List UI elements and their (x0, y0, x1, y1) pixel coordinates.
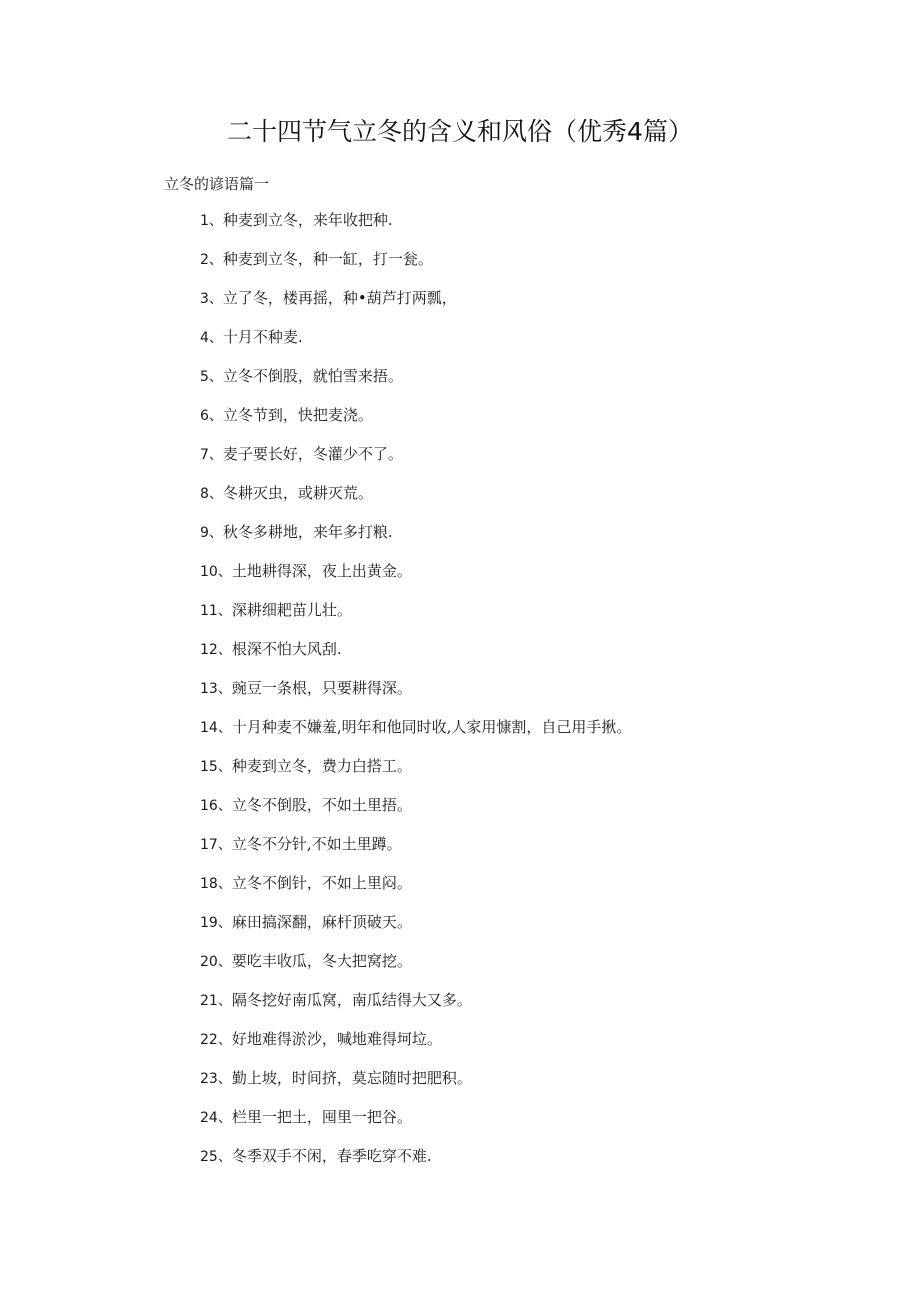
proverb-text: 立冬不倒股，就怕雪来捂。 (222, 367, 403, 385)
proverb-number: 23、 (200, 1071, 232, 1087)
list-item (200, 637, 631, 676)
proverb-text: 秋冬多耕地，来年多打粮. (222, 523, 393, 541)
proverb-text: 豌豆一条根，只要耕得深。 (231, 679, 412, 697)
proverb-text: 土地耕得深，夜上出黄金。 (231, 562, 412, 580)
list-item (200, 754, 631, 793)
proverb-number: 19、 (200, 915, 232, 931)
list-item (200, 715, 631, 754)
proverb-number: 13、 (200, 681, 232, 697)
proverb-text: 隔冬挖好南瓜窝，南瓜结得大又多。 (231, 991, 472, 1009)
proverb-text: 勤上坡，时间挤，莫忘随时把肥积。 (231, 1069, 472, 1087)
proverb-text: 立冬不分针,不如土里蹲。 (231, 835, 402, 853)
proverb-number: 4、 (200, 330, 223, 346)
proverb-number: 3、 (200, 291, 223, 307)
page-title: 二十四节气立冬的含义和风俗（优秀4篇） (227, 117, 693, 146)
proverb-text: 立了冬，楼再摇，种•葫芦打两瓢， (222, 289, 457, 307)
list-item (200, 676, 631, 715)
list-item (200, 364, 631, 403)
section-heading: 立冬的谚语篇一 (164, 175, 270, 193)
proverb-number: 21、 (200, 993, 232, 1009)
proverb-text: 麻田搞深翻，麻杆顶破天。 (231, 913, 412, 931)
list-item (200, 832, 631, 871)
proverb-text: 冬季双手不闲，春季吃穿不难. (231, 1147, 432, 1165)
proverb-number: 17、 (200, 837, 232, 853)
proverb-text: 十月不种麦. (222, 328, 303, 346)
list-item (200, 325, 631, 364)
list-item (200, 793, 631, 832)
proverb-number: 20、 (200, 954, 232, 970)
list-item (200, 559, 631, 598)
proverb-number: 16、 (200, 798, 232, 814)
list-item (200, 208, 631, 247)
proverb-text: 立冬节到，快把麦浇。 (222, 406, 373, 424)
proverb-list (200, 208, 631, 1183)
list-item (200, 247, 631, 286)
proverb-text: 根深不怕大风刮. (231, 640, 342, 658)
proverb-text: 栏里一把土，囤里一把谷。 (231, 1108, 412, 1126)
proverb-number: 9、 (200, 525, 223, 541)
proverb-text: 好地难得淤沙，喊地难得坷垃。 (231, 1030, 442, 1048)
proverb-number: 8、 (200, 486, 223, 502)
list-item (200, 1027, 631, 1066)
proverb-text: 种麦到立冬，费力白搭工。 (231, 757, 412, 775)
proverb-number: 7、 (200, 447, 223, 463)
proverb-number: 5、 (200, 369, 223, 385)
proverb-text: 立冬不倒针，不如上里闷。 (231, 874, 412, 892)
proverb-number: 25、 (200, 1149, 232, 1165)
proverb-text: 深耕细耙苗儿壮。 (231, 601, 352, 619)
list-item (200, 442, 631, 481)
proverb-number: 18、 (200, 876, 232, 892)
proverb-number: 1、 (200, 213, 223, 229)
proverb-number: 12、 (200, 642, 232, 658)
list-item (200, 871, 631, 910)
proverb-number: 10、 (200, 564, 232, 580)
list-item (200, 481, 631, 520)
list-item (200, 949, 631, 988)
proverb-number: 14、 (200, 720, 232, 736)
list-item (200, 910, 631, 949)
list-item (200, 403, 631, 442)
list-item (200, 1105, 631, 1144)
proverb-text: 种麦到立冬，来年收把种. (222, 211, 393, 229)
proverb-number: 2、 (200, 252, 223, 268)
proverb-number: 24、 (200, 1110, 232, 1126)
list-item (200, 598, 631, 637)
proverb-number: 22、 (200, 1032, 232, 1048)
list-item (200, 1144, 631, 1183)
proverb-text: 立冬不倒股，不如土里捂。 (231, 796, 412, 814)
proverb-text: 十月种麦不嫌羞,明年和他同时收,人家用慷割，自己用手揪。 (231, 718, 632, 736)
proverb-number: 15、 (200, 759, 232, 775)
proverb-text: 种麦到立冬，种一缸，打一瓮。 (222, 250, 433, 268)
list-item (200, 1066, 631, 1105)
list-item (200, 988, 631, 1027)
proverb-text: 要吃丰收瓜，冬大把窝挖。 (231, 952, 412, 970)
proverb-number: 11、 (200, 603, 232, 619)
proverb-text: 冬耕灭虫，或耕灭荒。 (222, 484, 373, 502)
list-item (200, 520, 631, 559)
proverb-text: 麦子要长好，冬灌少不了。 (222, 445, 403, 463)
list-item (200, 286, 631, 325)
proverb-number: 6、 (200, 408, 223, 424)
